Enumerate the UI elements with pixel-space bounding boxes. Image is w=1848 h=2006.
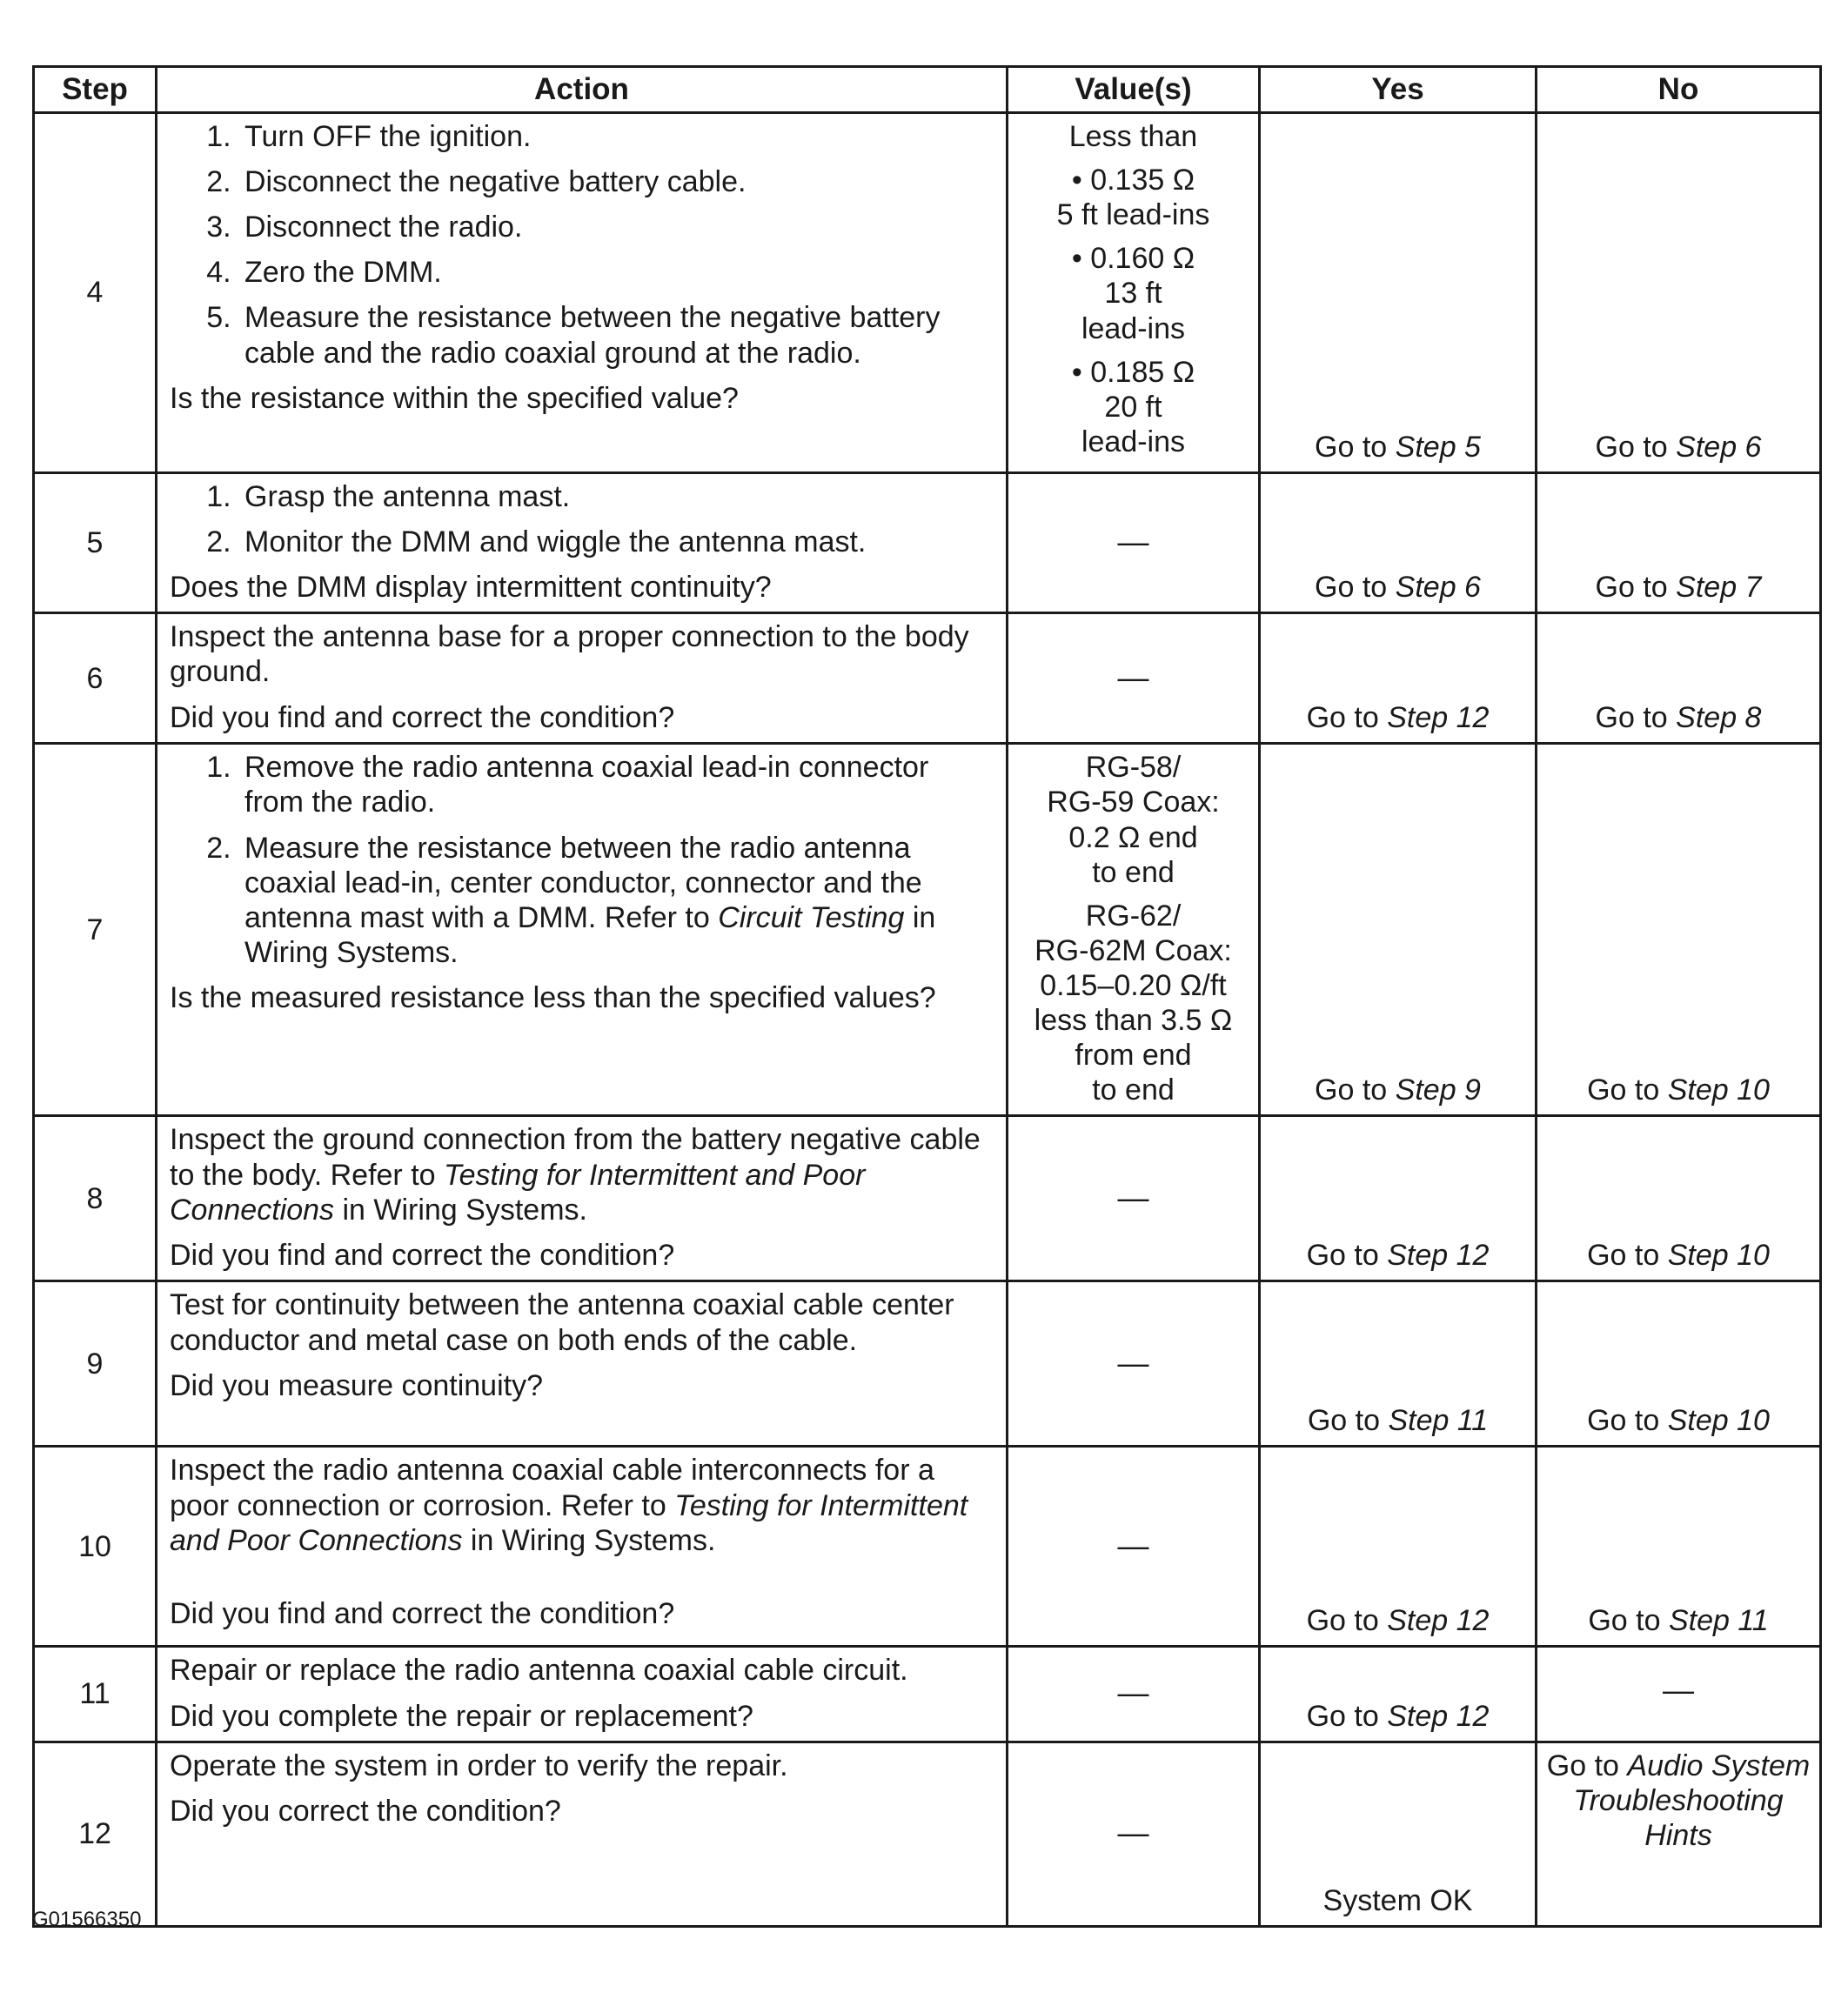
no-cell [1537,1281,1821,1447]
action-text [170,1453,994,1557]
value-text: 20 ft [1104,390,1162,424]
go-to-label: Go to [1315,1073,1388,1107]
value-dash: — [1008,1742,1260,1926]
value-text: 0.15–0.20 Ω/ft [1040,968,1227,1002]
value-text: Less than [1068,120,1198,153]
value-dash: — [1008,1447,1260,1647]
go-to-label: Go to [1587,1073,1660,1107]
go-to-label: Go to [1595,701,1668,735]
action-text: in Wiring Systems. [244,900,936,969]
reference-link[interactable]: Circuit Testing [718,900,905,934]
yes-cell [1260,744,1537,1116]
step-number: 6 [34,613,157,744]
action-cell [157,473,1008,613]
go-to-label: Go to [1587,1239,1660,1273]
value-text: 0.2 Ω end [1068,820,1198,854]
action-item: 4. Zero the DMM. [239,255,994,290]
value-dash: — [1008,473,1260,613]
action-question: Is the measured resistance less than the specified values? [170,980,936,1014]
action-text: Inspect the radio antenna coaxial cable interconnects for a poor connection or corrosion. Refer to [170,1454,934,1522]
go-to-label: Go to [1306,1604,1379,1638]
no-cell [1537,473,1821,613]
header-yes: Yes [1260,67,1537,113]
value-text: RG-59 Coax: [1047,786,1220,819]
header-row [34,67,1821,113]
table-row [34,744,1821,1116]
action-item: 1. Remove the radio antenna coaxial lead-in connector from the radio. [239,750,994,819]
header-values: Value(s) [1008,67,1260,113]
action-question: Did you find and correct the condition? [170,700,675,734]
go-to-label: Go to [1595,430,1668,464]
no-dash: — [1537,1647,1821,1742]
yes-step-link[interactable]: Step 12 [1387,701,1490,735]
action-question: Did you complete the repair or replacement? [170,1699,753,1733]
value-group [1014,750,1253,889]
no-reference-link[interactable]: Audio System Troubleshooting Hints [1573,1749,1811,1852]
reference-link[interactable]: Testing for Intermittent and Poor Connections [170,1158,866,1227]
no-step-link[interactable]: Step 11 [1668,1604,1769,1638]
table-row [34,1742,1821,1926]
action-text: Inspect the ground connection from the battery negative cable to the body. Refer to [170,1123,981,1192]
step-number: 5 [34,473,157,613]
yes-cell [1260,113,1537,473]
value-text: lead-ins [1081,425,1186,458]
yes-cell [1260,1647,1537,1742]
action-list [170,750,994,970]
go-to-label: Go to [1595,571,1668,605]
action-question: Did you correct the condition? [170,1794,561,1828]
step-number: 11 [34,1647,157,1742]
value-dash: — [1008,1647,1260,1742]
table-row [34,473,1821,613]
action-list [170,119,994,371]
table-row [34,613,1821,744]
step-number: 4 [34,113,157,473]
yes-cell [1260,613,1537,744]
step-number: 12 [34,1742,157,1926]
yes-step-link[interactable]: Step 9 [1395,1073,1481,1107]
action-text: Measure the resistance between the radio antenna coaxial lead-in, center conductor, connector and the antenna mast with a DMM. Refer to [244,831,922,934]
yes-cell [1260,473,1537,613]
value-dash: — [1008,613,1260,744]
yes-cell [1260,1281,1537,1447]
yes-step-link[interactable]: Step 6 [1395,571,1481,605]
no-step-link[interactable]: Step 6 [1676,430,1762,464]
action-item [239,831,994,970]
yes-cell [1260,1116,1537,1281]
value-text: 13 ft [1104,277,1162,311]
go-to-label: Go to [1315,430,1388,464]
reference-link[interactable]: Testing for Intermittent and Poor Connections [170,1488,968,1557]
header-no: No [1537,67,1821,113]
action-cell [157,1742,1008,1926]
step-number: 8 [34,1116,157,1281]
header-action: Action [157,67,1008,113]
table-row [34,113,1821,473]
action-cell [157,1116,1008,1281]
diagnostic-table [32,65,1822,1928]
yes-step-link[interactable]: Step 12 [1387,1699,1490,1733]
action-cell [157,1647,1008,1742]
action-list [170,479,994,559]
step-number: 9 [34,1281,157,1447]
header-step: Step [34,67,157,113]
go-to-label: Go to [1307,1404,1381,1438]
no-cell [1537,744,1821,1116]
table-row [34,1647,1821,1742]
go-to-label: Go to [1587,1404,1660,1438]
go-to-label: Go to [1306,701,1379,735]
yes-step-link[interactable]: Step 5 [1395,430,1481,464]
action-question: Did you find and correct the condition? [170,1596,675,1630]
action-cell [157,113,1008,473]
action-item: 2. Monitor the DMM and wiggle the antenna mast. [239,525,994,559]
go-to-label: Go to [1315,571,1388,605]
no-cell [1537,1116,1821,1281]
action-text: in Wiring Systems. [334,1193,587,1227]
value-dash: — [1008,1281,1260,1447]
table-row [34,1281,1821,1447]
value-dash: — [1008,1116,1260,1281]
step-number: 7 [34,744,157,1116]
action-item: 3. Disconnect the radio. [239,210,994,244]
value-cell [1008,744,1260,1116]
value-text: 5 ft lead-ins [1056,198,1210,232]
value-text: to end [1092,855,1175,889]
no-cell [1537,1742,1821,1926]
no-step-link[interactable]: Step 8 [1676,701,1762,735]
action-text: in Wiring Systems. [462,1523,716,1557]
value-text: to end [1092,1073,1175,1107]
value-text: • 0.135 Ω [1071,164,1195,197]
action-cell [157,1447,1008,1647]
value-text: lead-ins [1081,311,1186,345]
go-to-label: Go to [1588,1604,1661,1638]
yes-step-link[interactable]: Step 11 [1388,1404,1489,1438]
action-question: Is the resistance within the specified value? [170,381,739,415]
action-item: 2. Disconnect the negative battery cable. [239,164,994,199]
no-cell [1537,113,1821,473]
go-to-label: Go to [1546,1749,1619,1782]
go-to-label: Go to [1306,1239,1379,1273]
step-number: 10 [34,1447,157,1647]
no-step-link[interactable]: Step 10 [1667,1239,1770,1273]
yes-step-link[interactable]: Step 12 [1387,1604,1490,1638]
table-row [34,1116,1821,1281]
value-text: from end [1075,1039,1192,1073]
no-step-link[interactable]: Step 7 [1676,571,1762,605]
action-question: Did you measure continuity? [170,1368,544,1402]
action-cell [157,613,1008,744]
action-text [170,1122,994,1227]
action-item: 1. Turn OFF the ignition. [239,119,994,154]
value-text: • 0.160 Ω [1071,242,1195,276]
action-text: Repair or replace the radio antenna coaxial cable circuit. [170,1654,908,1688]
action-question: Did you find and correct the condition? [170,1238,675,1272]
yes-result: System OK [1260,1742,1537,1926]
action-text: Inspect the antenna base for a proper connection to the body ground. [170,620,969,689]
go-to-label: Go to [1306,1699,1379,1733]
value-cell [1008,113,1260,473]
no-step-link[interactable]: Step 10 [1667,1404,1770,1438]
value-text: RG-62/ [1085,899,1182,933]
value-text: RG-58/ [1085,751,1182,785]
no-step-link[interactable]: Step 10 [1667,1073,1770,1107]
value-text: • 0.185 Ω [1071,355,1195,389]
action-item: 1. Grasp the antenna mast. [239,479,994,514]
no-cell [1537,1447,1821,1647]
action-item: 5. Measure the resistance between the negative battery cable and the radio coaxial ground at the radio. [239,300,994,370]
value-text: RG-62M Coax: [1034,933,1232,967]
figure-id: G01566350 [32,1908,142,1931]
action-text: Operate the system in order to verify the repair. [170,1749,788,1782]
action-question: Does the DMM display intermittent continuity? [170,571,772,605]
yes-cell [1260,1447,1537,1647]
value-group [1014,899,1253,1108]
action-cell [157,744,1008,1116]
no-cell [1537,613,1821,744]
table-row [34,1447,1821,1647]
yes-step-link[interactable]: Step 12 [1387,1239,1490,1273]
value-text: less than 3.5 Ω [1034,1004,1233,1038]
action-text: Test for continuity between the antenna coaxial cable center conductor and metal case on both ends of the cable. [170,1288,954,1357]
action-cell [157,1281,1008,1447]
